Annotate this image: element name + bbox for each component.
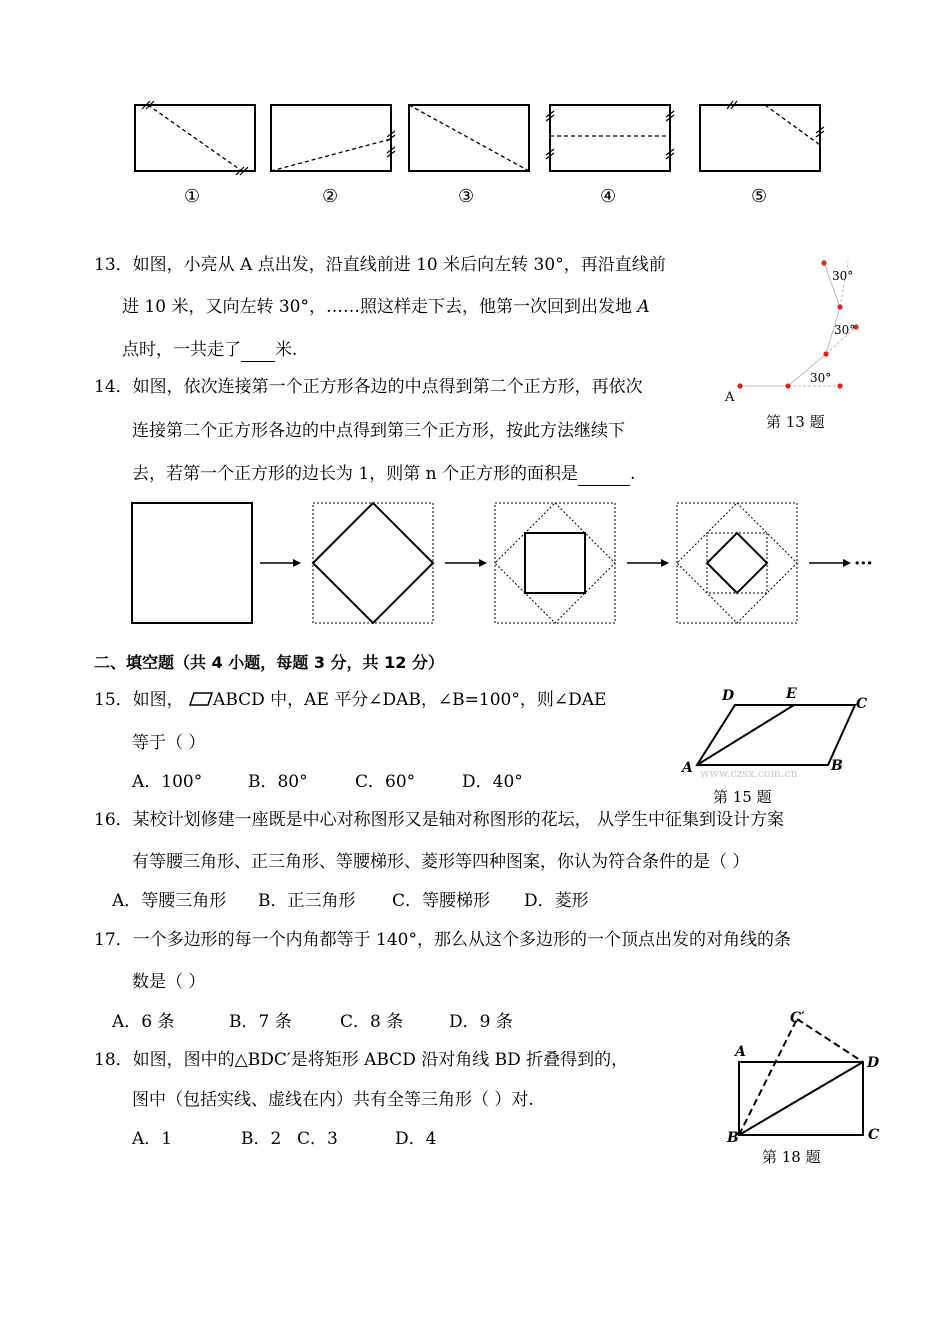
q14-line3-a: 去，若第一个正方形的边长为 1，则第 n 个正方形的面积是 (132, 464, 578, 484)
fig-label-5: ⑤ (751, 186, 768, 207)
q15-option-d[interactable]: D．40° (462, 772, 523, 792)
q15-option-a[interactable]: A．100° (132, 772, 203, 792)
fig-label-1: ① (184, 186, 201, 207)
q15-label-b: B (831, 758, 843, 774)
q14-ellipsis: ··· (854, 553, 873, 574)
q18-figure (725, 1005, 890, 1145)
q13-angle-3: 30° (832, 269, 854, 283)
q13-angle-2: 30° (834, 323, 856, 337)
fig-label-4: ④ (600, 186, 617, 207)
q18-line1: 18．如图，图中的△BDC′是将矩形 ABCD 沿对角线 BD 折叠得到的， (94, 1050, 629, 1070)
q13-answer-blank[interactable] (241, 343, 275, 362)
q15-watermark: www.czsx.com.cn (700, 767, 798, 780)
q18-line2: 图中（包括实线、虚线在内）共有全等三角形（ ）对. (132, 1090, 534, 1110)
rect-4 (550, 105, 670, 171)
q16-option-c[interactable]: C．等腰梯形 (392, 891, 491, 911)
q16-option-a[interactable]: A．等腰三角形 (112, 891, 227, 911)
q16-line2: 有等腰三角形、正三角形、等腰梯形、菱形等四种图案，你认为符合条件的是（ ） (132, 852, 750, 872)
q13-line3-a: 点时，一共走了 (122, 340, 241, 360)
top-figure (120, 95, 840, 185)
q16-option-b[interactable]: B．正三角形 (258, 891, 356, 911)
q15-line2: 等于（ ） (132, 733, 206, 753)
fig-label-2: ② (322, 186, 339, 207)
q13-line2 (122, 295, 650, 319)
q18-option-a[interactable]: A．1 (132, 1129, 173, 1149)
q18-caption: 第 18 题 (762, 1148, 821, 1166)
q13-line2-point: A (637, 297, 650, 317)
fig-label-3: ③ (458, 186, 475, 207)
q17-option-b[interactable]: B．7 条 (229, 1012, 292, 1032)
q15-figure (680, 680, 880, 785)
q15-label-a: A (682, 760, 693, 776)
q13-point-a: A (725, 390, 735, 405)
q13-line2-text: 进 10 米，又向左转 30°，……照这样走下去，他第一次回到出发地 (122, 297, 632, 317)
q18-option-c[interactable]: C．3 (297, 1129, 338, 1149)
q13-line3 (122, 338, 297, 362)
q18-label-c-prime: C′ (790, 1010, 805, 1026)
q18-label-d: D (867, 1055, 880, 1071)
q18-label-a: A (735, 1044, 746, 1060)
q18-option-d[interactable]: D．4 (395, 1129, 437, 1149)
q17-option-a[interactable]: A．6 条 (112, 1012, 175, 1032)
q13-line3-b: 米. (275, 340, 298, 360)
q16-option-d[interactable]: D．菱形 (524, 891, 589, 911)
q18-label-b: B (727, 1130, 739, 1145)
q17-line1: 17．一个多边形的每一个内角都等于 140°，那么从这个多边形的一个顶点出发的对角线的条 (94, 930, 791, 950)
parallelogram-icon (189, 692, 213, 706)
q14-line3 (132, 462, 635, 486)
q15-option-b[interactable]: B．80° (248, 772, 308, 792)
q15-option-c[interactable]: C．60° (355, 772, 416, 792)
q13-angle-1: 30° (810, 371, 832, 385)
q16-line1: 16．某校计划修建一座既是中心对称图形又是轴对称图形的花坛， 从学生中征集到设计方案 (94, 810, 785, 830)
q14-line1: 14．如图，依次连接第一个正方形各边的中点得到第二个正方形，再依次 (94, 377, 643, 397)
q17-option-c[interactable]: C．8 条 (340, 1012, 404, 1032)
q13-figure (718, 255, 868, 405)
q14-line2: 连接第二个正方形各边的中点得到第三个正方形，按此方法继续下 (132, 421, 625, 441)
q14-line3-b: . (629, 464, 636, 484)
q13-line1: 13．如图，小亮从 A 点出发，沿直线前进 10 米后向左转 30°，再沿直线前 (94, 255, 666, 275)
section2-title: 二、填空题（共 4 小题，每题 3 分，共 12 分） (94, 653, 444, 672)
q15-label-d: D (722, 688, 735, 704)
rect-2 (271, 105, 391, 171)
q17-option-d[interactable]: D．9 条 (449, 1012, 513, 1032)
rect-5 (700, 105, 820, 171)
q14-answer-blank[interactable] (578, 467, 630, 486)
q14-figure (125, 495, 885, 635)
q15-label-e: E (786, 686, 797, 702)
q15-line1-a: 15．如图， (94, 690, 184, 710)
q15-caption: 第 15 题 (713, 788, 772, 806)
rect-3 (409, 105, 529, 171)
q18-label-c: C (868, 1127, 880, 1143)
q15-line1-b: ABCD 中，AE 平分∠DAB，∠B=100°，则∠DAE (213, 690, 607, 710)
q17-line2: 数是（ ） (132, 972, 206, 992)
q15-label-c: C (856, 696, 868, 712)
q15-line1 (94, 688, 606, 712)
q13-caption: 第 13 题 (766, 413, 825, 431)
q18-option-b[interactable]: B．2 (241, 1129, 282, 1149)
